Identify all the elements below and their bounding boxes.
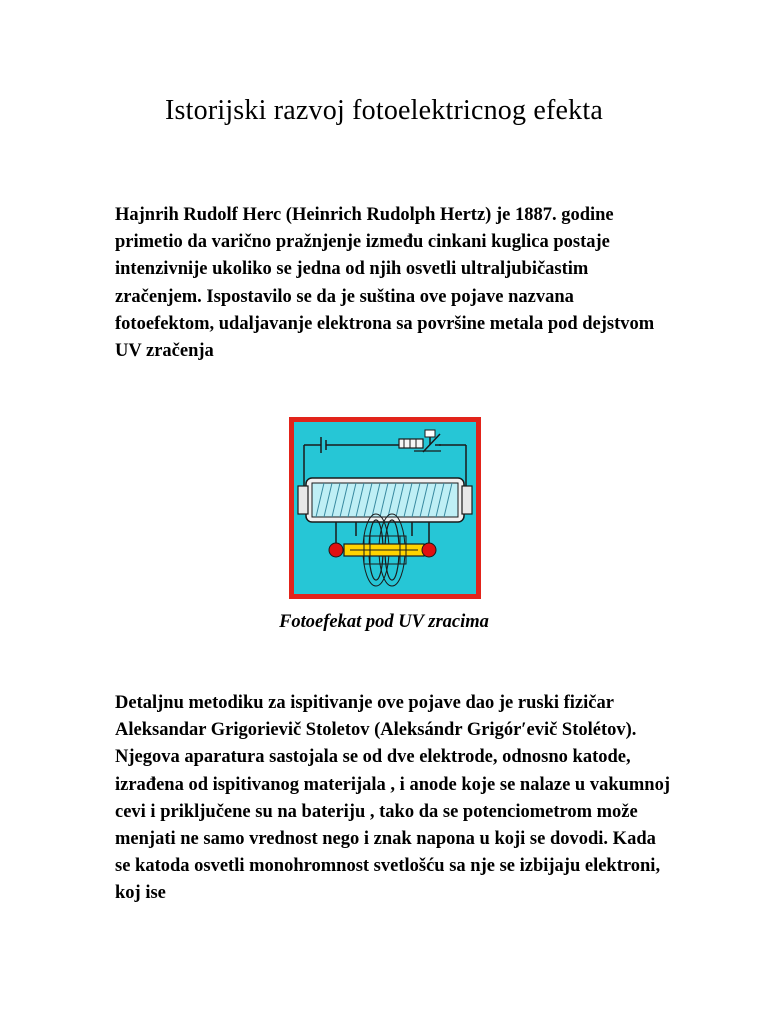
left-sphere [329, 543, 343, 557]
figure-caption: Fotoefekat pod UV zracima [279, 612, 489, 632]
apparatus-diagram [294, 422, 476, 594]
interrupter-switch [399, 430, 441, 452]
right-sphere [422, 543, 436, 557]
spark-gap [329, 514, 436, 586]
paragraph-hertz: Hajnrih Rudolf Herc (Heinrich Rudolph Hertz) je 1887. godine primetio da varično pražnjenje između cinkani kuglica postaje intenzivnije ukoliko se jedna od njih osvetli ultraljubičastim zračenjem. Ispostavilo se da je suština ove pojave nazvana fotoefektom, udaljavanje elektrona sa površine metala pod dejstvom UV zračenja [115, 205, 655, 362]
paragraph-stoletov: Detaljnu metodiku za ispitivanje ove pojave dao je ruski fizičar Aleksandar Grigorievič Stoletov (Aleksándr Grigór′evič Stolétov). Njegova aparatura sastojala se od dve elektrode, odnosno katode, izrađena od ispitivanog materijala , i anode koje se nalaze u vakumnoj cevi i priključene su na bateriju , tako da se potenciometrom može menjati ne samo vrednost nego i znak napona u koji se dovodi. Kada se katoda osvetli monohromnost svetlošću sa nje se izbijaju elektroni, koj ise [115, 693, 671, 904]
induction-coil [298, 478, 472, 522]
page-title: Istorijski razvoj fotoelektricnog efekta [165, 95, 603, 126]
apparatus-figure [289, 417, 481, 599]
